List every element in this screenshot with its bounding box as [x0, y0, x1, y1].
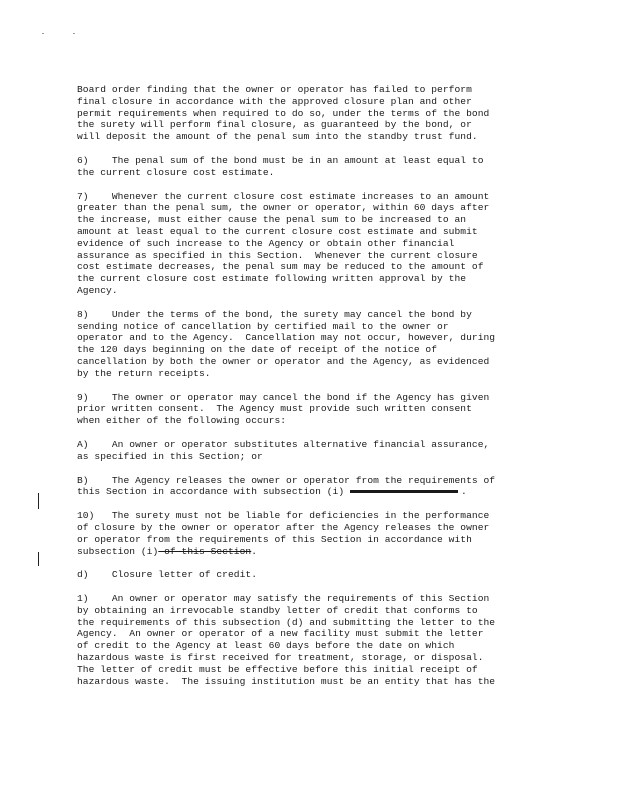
text-line: d) Closure letter of credit.: [77, 569, 258, 581]
text-line: 7) Whenever the current closure cost estimate increases to an amount: [77, 190, 490, 202]
text-line: Board order finding that the owner or operator has failed to perform: [77, 84, 472, 95]
paragraph: [77, 510, 547, 557]
text-line: final closure in accordance with the approved closure plan and other: [77, 95, 472, 107]
text-line: operator and to the Agency. Cancellation may not occur, however, during: [77, 332, 496, 344]
text-line: the surety will perform final closure, as guaranteed by the bond, or: [77, 119, 472, 131]
paragraph: [77, 392, 547, 427]
text-line: 1) An owner or operator may satisfy the requirements of this Section: [77, 593, 490, 605]
text-line: Agency. An owner or operator of a new facility must submit the letter: [77, 628, 484, 640]
revision-change-bar: [38, 552, 39, 566]
text-line: 8) Under the terms of the bond, the surety may cancel the bond by: [77, 308, 472, 320]
paragraph: [77, 191, 547, 297]
text-line: of credit to the Agency at least 60 days before the date on which: [77, 640, 455, 652]
struck-text: of this Section: [158, 545, 252, 557]
text-line: the increase, must either cause the penal sum to be increased to an: [77, 214, 467, 226]
text-line: cancellation by both the owner or operator and the Agency, as evidenced: [77, 355, 490, 367]
paragraph: [77, 593, 547, 687]
revision-change-bar: [38, 493, 39, 509]
punctuation: .: [460, 486, 467, 498]
text-line: the requirements of this subsection (d) and submitting the letter to the: [77, 616, 496, 628]
text-line: this Section in accordance with subsection (i) .: [77, 486, 467, 498]
paragraph: [77, 155, 547, 179]
paragraph: [77, 84, 547, 143]
text-line: assurance as specified in this Section. Whenever the current closure: [77, 249, 478, 261]
redaction-bar: [350, 490, 458, 493]
text-line: the 120 days beginning on the date of receipt of the notice of: [77, 344, 438, 356]
paragraph: [77, 439, 547, 463]
text-line: by obtaining an irrevocable standby letter of credit that conforms to: [77, 604, 478, 616]
paragraph: [77, 475, 547, 499]
text-line: amount at least equal to the current closure cost estimate and submit: [77, 225, 478, 237]
text-line: the current closure cost estimate following written approval by the: [77, 273, 467, 285]
text-line: or operator from the requirements of this Section in accordance with: [77, 533, 472, 545]
text-line: the current closure cost estimate.: [77, 166, 275, 178]
text-line: by the return receipts.: [77, 367, 211, 379]
text-line: hazardous waste. The issuing institution must be an entity that has the: [77, 675, 496, 687]
text-line: 10) The surety must not be liable for deficiencies in the performance: [77, 510, 490, 522]
text-line: prior written consent. The Agency must provide such written consent: [77, 403, 472, 415]
scan-artifact: [73, 33, 75, 34]
text-line: A) An owner or operator substitutes alternative financial assurance,: [77, 438, 490, 450]
text-line: evidence of such increase to the Agency or obtain other financial: [77, 237, 455, 249]
text-line: The letter of credit must be effective before this initial receipt of: [77, 663, 478, 675]
text-line: Agency.: [77, 284, 118, 296]
text-line: subsection (i) of this Section.: [77, 545, 258, 557]
text-line: 6) The penal sum of the bond must be in an amount at least equal to: [77, 154, 484, 166]
text-line: B) The Agency releases the owner or operator from the requirements of: [77, 474, 496, 486]
punctuation: .: [251, 545, 258, 557]
text-line: of closure by the owner or operator after the Agency releases the owner: [77, 521, 490, 533]
text-line: when either of the following occurs:: [77, 415, 287, 427]
text-line: 9) The owner or operator may cancel the bond if the Agency has given: [77, 391, 490, 403]
text-line: sending notice of cancellation by certified mail to the owner or: [77, 320, 449, 332]
text-line: greater than the penal sum, the owner or operator, within 60 days after: [77, 202, 490, 214]
text-line: hazardous waste is first received for treatment, storage, or disposal.: [77, 652, 484, 664]
paragraph: [77, 569, 547, 581]
document-body: [77, 84, 547, 699]
paragraph: [77, 309, 547, 380]
text-line: as specified in this Section; or: [77, 450, 263, 462]
text-line: permit requirements when required to do so, under the terms of the bond: [77, 107, 490, 119]
text-line: will deposit the amount of the penal sum into the standby trust fund.: [77, 131, 478, 143]
scan-artifact: [42, 33, 44, 34]
text-line: cost estimate decreases, the penal sum may be reduced to the amount of: [77, 261, 484, 273]
